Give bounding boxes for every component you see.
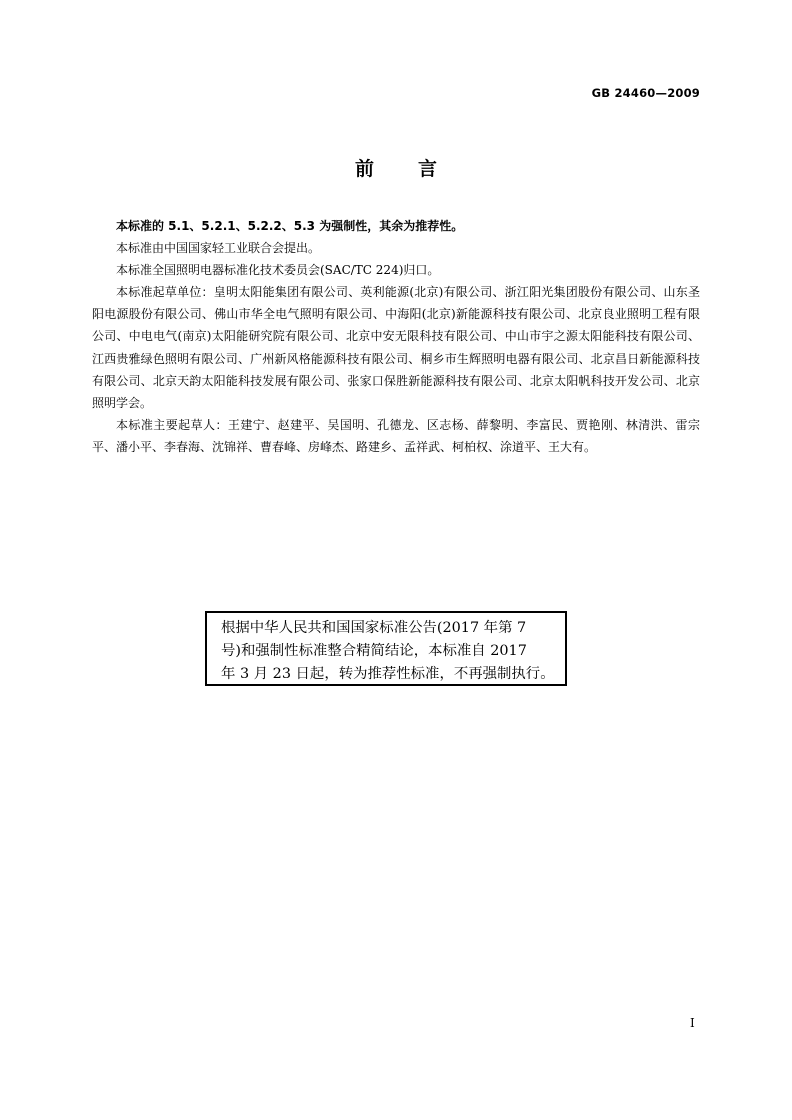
standard-code: GB 24460—2009 bbox=[591, 86, 700, 100]
drafters-paragraph: 本标准主要起草人：王建宁、赵建平、吴国明、孔德龙、区志杨、薛黎明、李富民、贾艳刚、林清洪、雷宗平、潘小平、李春海、沈锦祥、曹春峰、房峰杰、路建乡、孟祥武、柯柏权、涂道平、王大有。 bbox=[92, 417, 700, 454]
drafting-units-paragraph: 本标准起草单位：皇明太阳能集团有限公司、英利能源(北京)有限公司、浙江阳光集团股份有限公司、山东圣阳电源股份有限公司、佛山市华全电气照明有限公司、中海阳(北京)新能源科技有限公司、北京良业照明工程有限公司、中电电气(南京)太阳能研究院有限公司、北京中安无限科技有限公司、中山市宇之源太阳能科技有限公司、江西贵雅绿色照明有限公司、广州新风格能源科技有限公司、桐乡市生辉照明电器有限公司、北京昌日新能源科技有限公司、北京天韵太阳能科技发展有限公司、张家口保胜新能源科技有限公司、北京太阳帆科技开发公司、北京照明学会。 bbox=[92, 285, 700, 410]
notice-line-3: 年 3 月 23 日起，转为推荐性标准，不再强制执行。 bbox=[221, 666, 555, 682]
notice-line-1: 根据中华人民共和国国家标准公告(2017 年第 7 bbox=[221, 620, 527, 636]
title-char-1: 前 bbox=[354, 158, 374, 180]
foreword-body bbox=[92, 215, 700, 458]
page-title bbox=[0, 154, 792, 181]
proposer-paragraph: 本标准由中国国家轻工业联合会提出。 bbox=[116, 241, 321, 256]
committee-paragraph: 本标准全国照明电器标准化技术委员会(SAC/TC 224)归口。 bbox=[116, 263, 440, 278]
notice-line-2: 号)和强制性标准整合精简结论，本标准自 2017 bbox=[221, 643, 527, 659]
mandatory-clause-paragraph: 本标准的 5.1、5.2.1、5.2.2、5.3 为强制性，其余为推荐性。 bbox=[116, 219, 464, 233]
notice-box bbox=[205, 611, 567, 686]
title-char-2: 言 bbox=[418, 158, 438, 180]
page-number: I bbox=[690, 1016, 695, 1030]
